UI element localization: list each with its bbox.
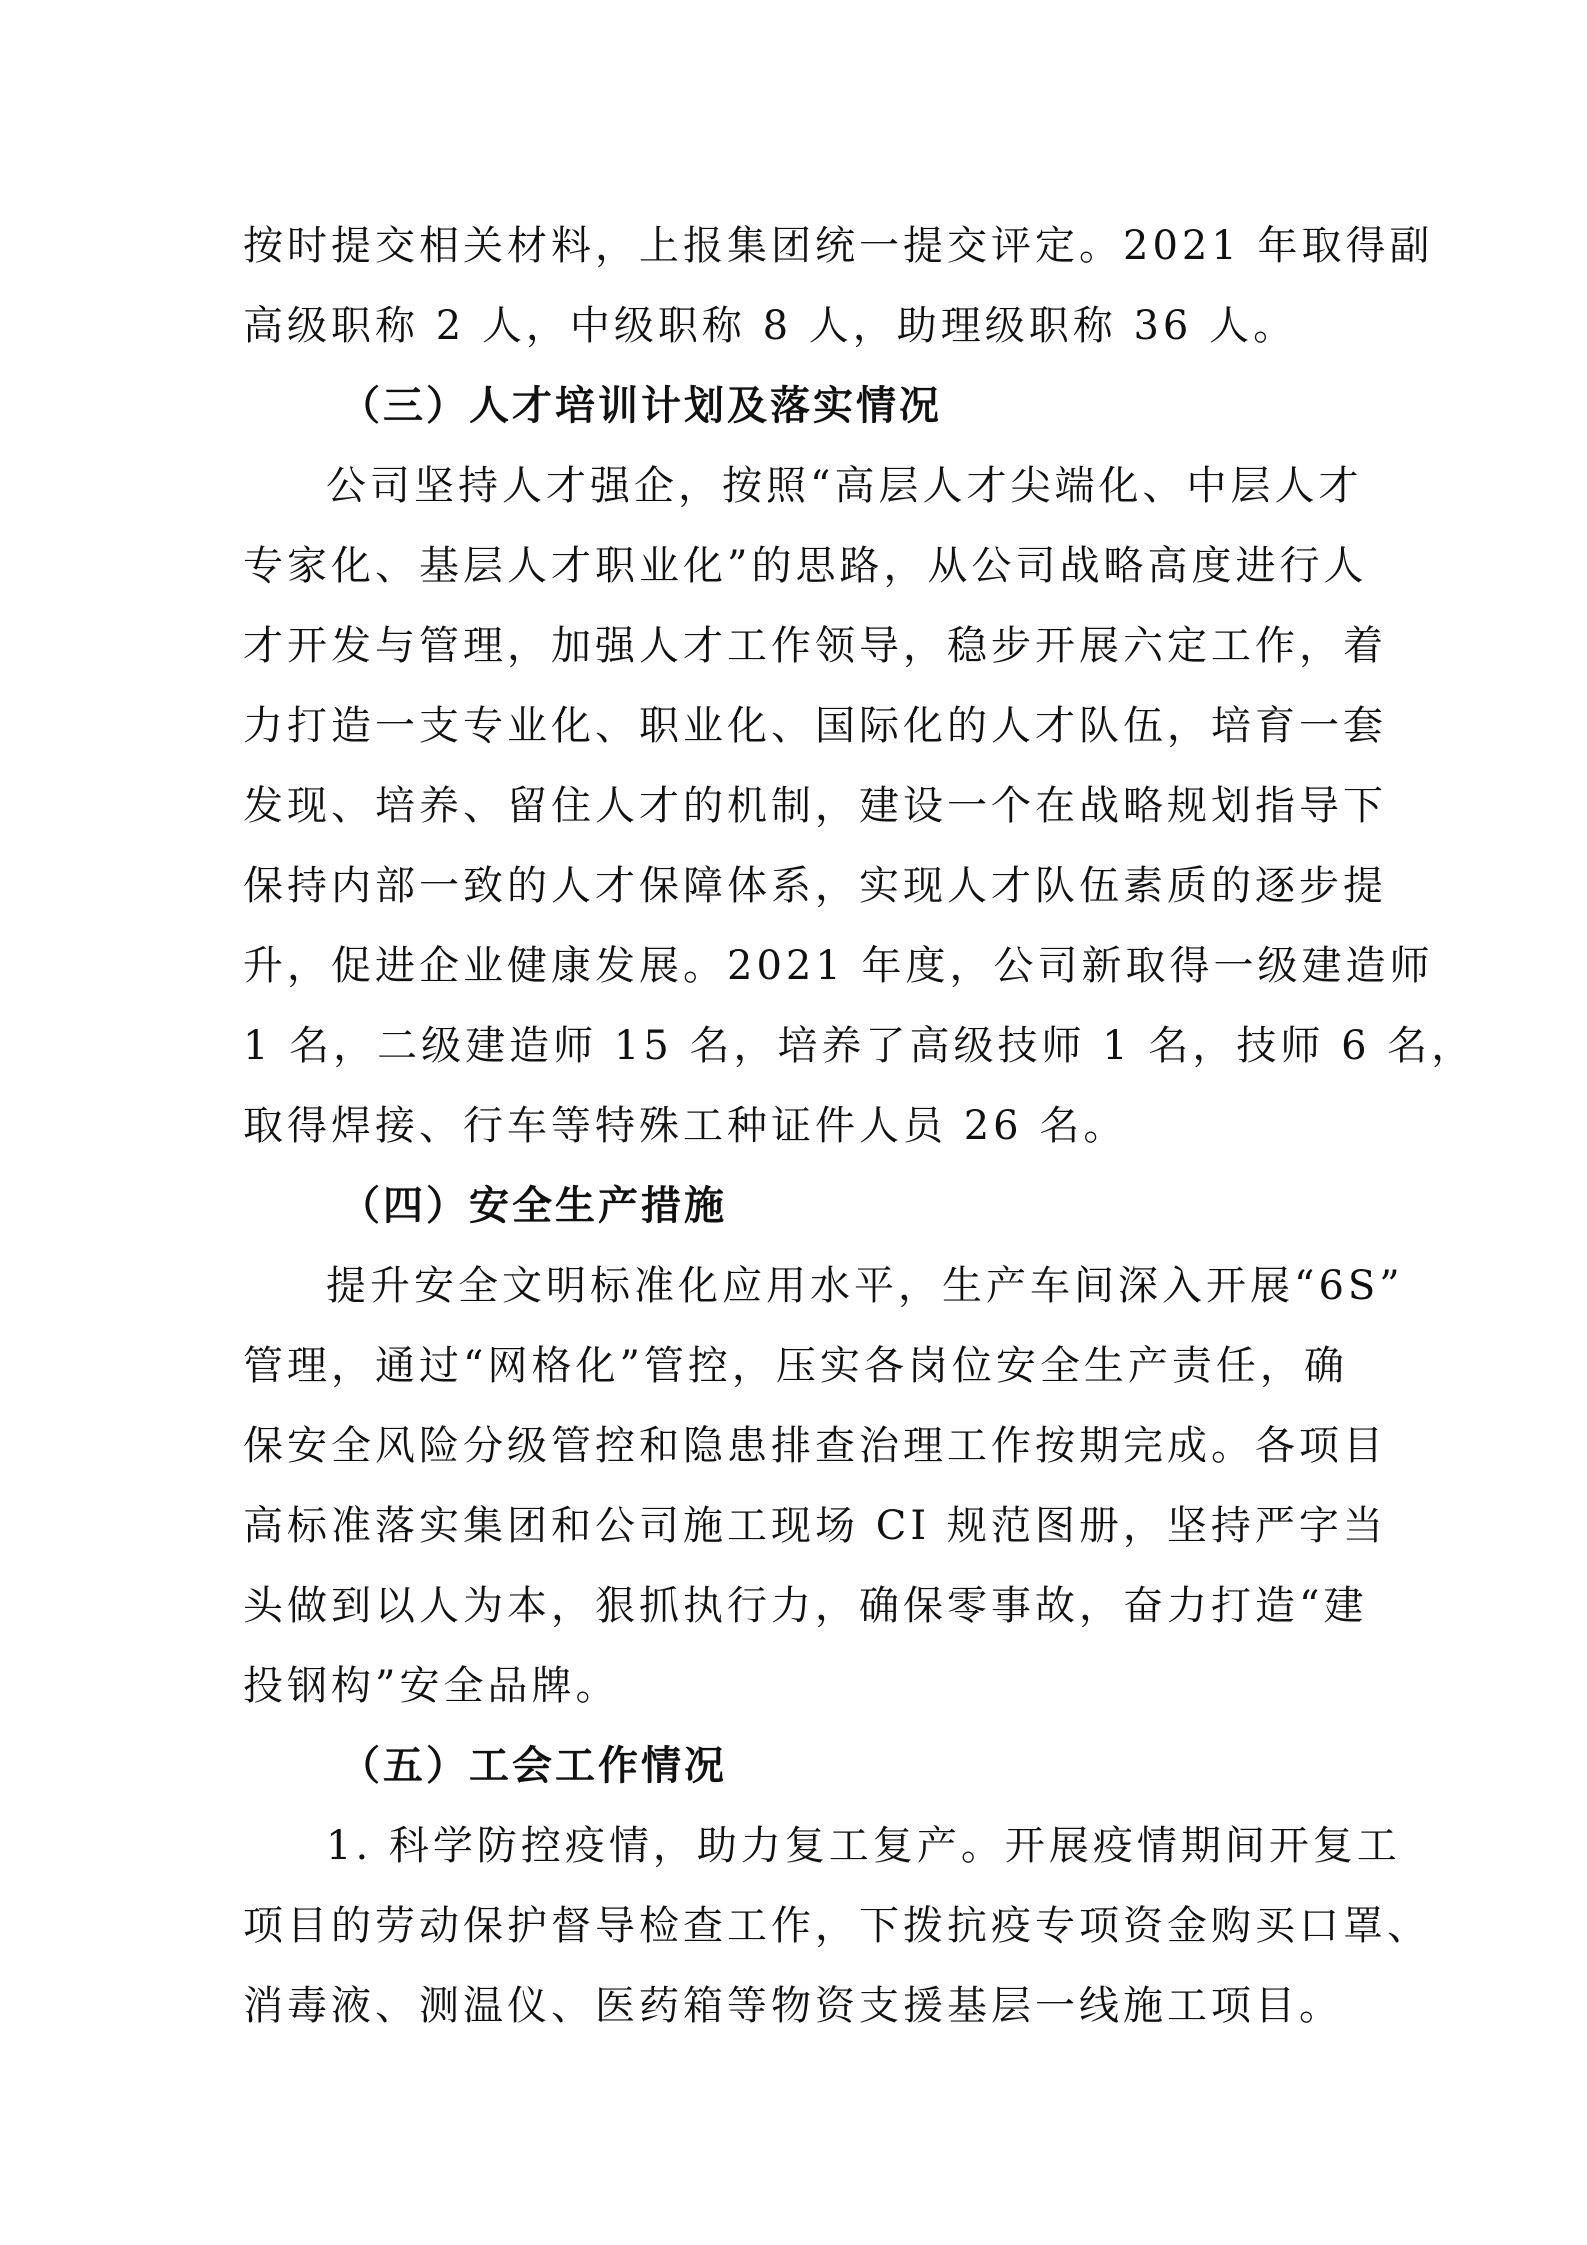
paragraph-line: 升，促进企业健康发展。2021 年度，公司新取得一级建造师 xyxy=(243,943,1434,989)
paragraph-line: 管理，通过“网格化”管控，压实各岗位安全生产责任，确 xyxy=(243,1343,1348,1389)
paragraph-line: 1. 科学防控疫情，助力复工复产。开展疫情期间开复工 xyxy=(326,1823,1401,1869)
paragraph-line: 高标准落实集团和公司施工现场 CI 规范图册，坚持严字当 xyxy=(243,1503,1387,1549)
section-heading-four: （四）安全生产措施 xyxy=(340,1183,727,1229)
paragraph-line: 消毒液、测温仪、医药箱等物资支援基层一线施工项目。 xyxy=(243,1983,1343,2029)
paragraph-line: 项目的劳动保护督导检查工作，下拨抗疫专项资金购买口罩、 xyxy=(243,1903,1431,1949)
paragraph-line: 力打造一支专业化、职业化、国际化的人才队伍，培育一套 xyxy=(243,703,1387,749)
section-heading-five: （五）工会工作情况 xyxy=(340,1743,727,1789)
paragraph-line: 1 名，二级建造师 15 名，培养了高级技师 1 名，技师 6 名， xyxy=(243,1023,1476,1069)
paragraph-line: 按时提交相关材料，上报集团统一提交评定。2021 年取得副 xyxy=(243,223,1434,269)
paragraph-line: 高级职称 2 人，中级职称 8 人，助理级职称 36 人。 xyxy=(243,303,1298,349)
paragraph-line: 取得焊接、行车等特殊工种证件人员 26 名。 xyxy=(243,1103,1128,1149)
paragraph-line: 保持内部一致的人才保障体系，实现人才队伍素质的逐步提 xyxy=(243,863,1387,909)
section-heading-three: （三）人才培训计划及落实情况 xyxy=(340,383,942,429)
paragraph-line: 公司坚持人才强企，按照“高层人才尖端化、中层人才 xyxy=(326,463,1363,509)
paragraph-line: 提升安全文明标准化应用水平，生产车间深入开展“6S” xyxy=(326,1263,1404,1309)
paragraph-line: 投钢构”安全品牌。 xyxy=(243,1663,620,1709)
paragraph-line: 专家化、基层人才职业化”的思路，从公司战略高度进行人 xyxy=(243,543,1368,589)
paragraph-line: 头做到以人为本，狠抓执行力，确保零事故，奋力打造“建 xyxy=(243,1583,1368,1629)
paragraph-line: 发现、培养、留住人才的机制，建设一个在战略规划指导下 xyxy=(243,783,1387,829)
paragraph-line: 才开发与管理，加强人才工作领导，稳步开展六定工作，着 xyxy=(243,623,1387,669)
paragraph-line: 保安全风险分级管控和隐患排查治理工作按期完成。各项目 xyxy=(243,1423,1387,1469)
